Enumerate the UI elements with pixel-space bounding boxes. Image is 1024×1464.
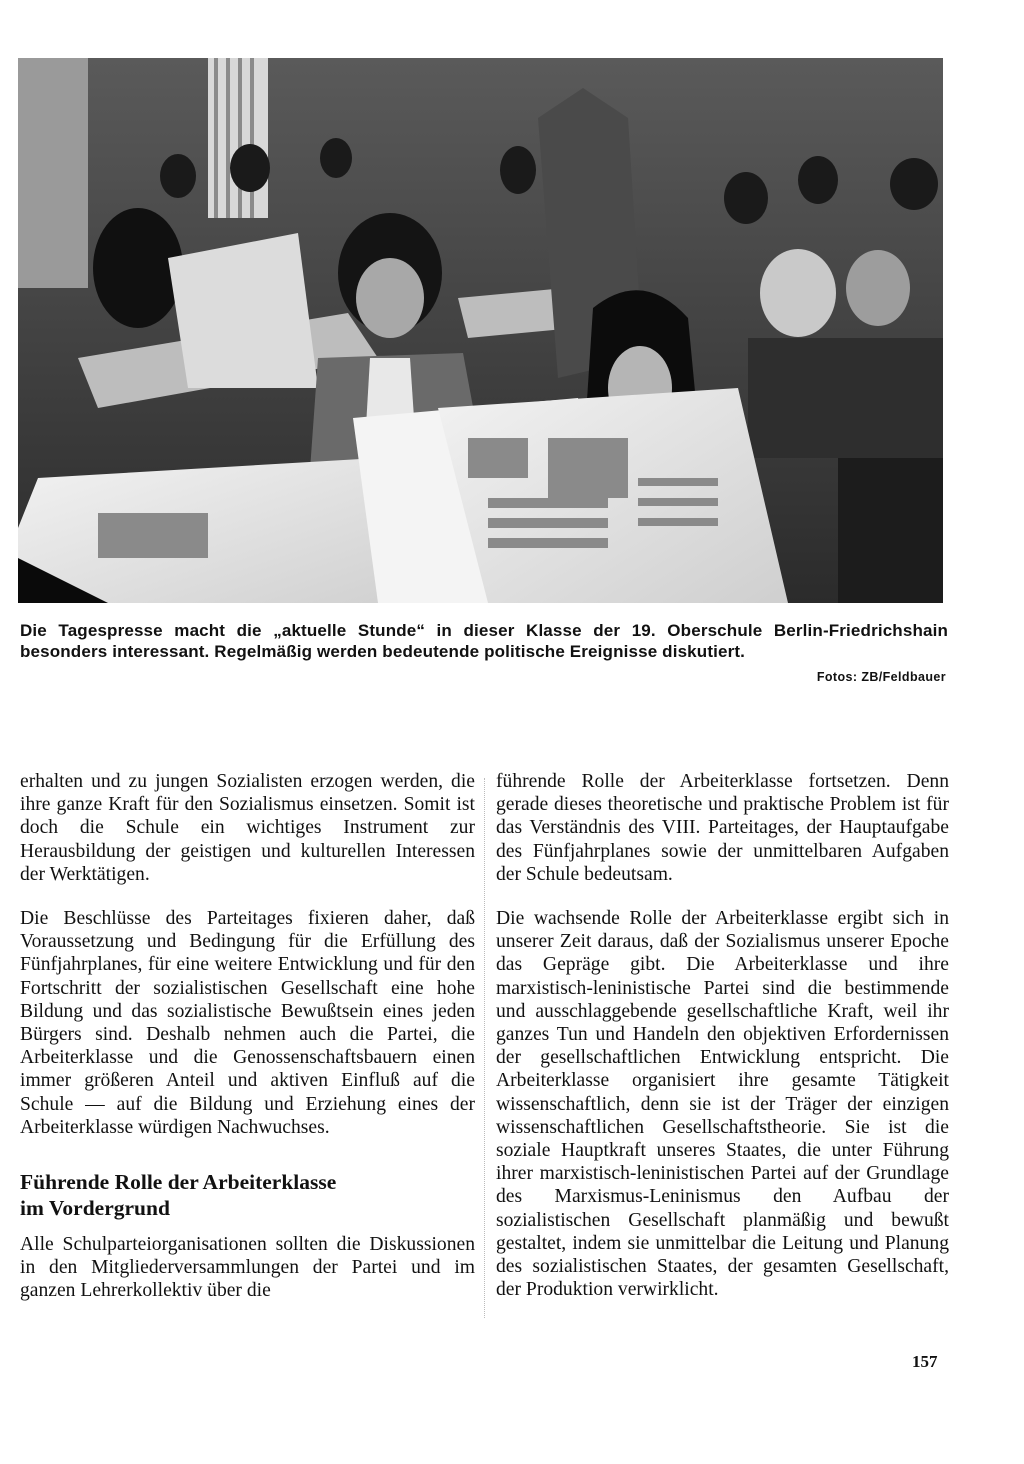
left-paragraph-3: Alle Schulparteiorganisationen sollten die Diskussionen in den Mitgliederversammlungen der Partei und im ganzen Lehrerkollektiv über die (20, 1234, 475, 1302)
left-paragraph-1: erhalten und zu jungen Sozialisten erzogen werden, die ihre ganze Kraft für den Sozialismus einsetzen. Somit ist doch die Schule ein wichtiges Instrument zur Herausbildung der geistigen und kulturellen Interessen der Werktätigen. (20, 771, 475, 885)
classroom-photo (18, 58, 943, 603)
photo-caption: Die Tagespresse macht die „aktuelle Stunde“ in dieser Klasse der 19. Oberschule Berlin-Friedrichshain besonders interessant. Regelmäßig werden bedeutende politische Ereignisse diskutiert. (20, 621, 948, 661)
section-heading-line-2: im Vordergrund (20, 1196, 170, 1221)
right-paragraph-1: führende Rolle der Arbeiterklasse fortsetzen. Denn gerade dieses theoretische und praktische Problem ist für das Verständnis des VIII. Parteitages, der Hauptaufgabe des Fünfjahrplanes sowie der unmittelbaren Aufgaben der Schule bedeutsam. (496, 771, 949, 885)
section-heading (20, 1169, 475, 1221)
section-heading-line-1: Führende Rolle der Arbeiterklasse (20, 1170, 337, 1195)
page-number: 157 (912, 1352, 938, 1371)
right-column (496, 770, 949, 1322)
column-divider (484, 778, 485, 1318)
right-paragraph-2: Die wachsende Rolle der Arbeiterklasse ergibt sich in unserer Zeit daraus, daß der Sozialismus unserer Epoche das Gepräge gibt. Die Arbeiterklasse und ihre marxistisch-leninistische Partei sind die bestimmende und ausschlaggebende gesellschaftliche Kraft, weil ihr ganzes Tun und Handeln den objektiven Erfordernissen der gesellschaftlichen Entwicklung entspricht. Die Arbeiterklasse organisiert ihre gesamte Tätigkeit wissenschaftlich, denn sie ist der Träger der einzigen wissenschaftlichen Gesellschaftstheorie. Sie ist die soziale Hauptkraft unseres Staates, die unter Führung ihrer marxistisch-leninistischen Partei auf der Grundlage des Marxismus-Leninismus den Aufbau der sozialistischen Gesellschaft planmäßig und bewußt gestaltet, indem sie unmittelbar die Leitung und Planung des sozialistischen Staates, der gesamten Gesellschaft, der Produktion verwirklicht. (496, 908, 949, 1301)
left-column (20, 770, 475, 1324)
photo-credit: Fotos: ZB/Feldbauer (816, 670, 946, 684)
classroom-photo-drawing (18, 58, 943, 603)
left-paragraph-2: Die Beschlüsse des Parteitages fixieren daher, daß Voraussetzung und Bedingung für die Erfüllung des Fünfjahrplanes, für eine weitere Entwicklung und für den Fortschritt der sozialistischen Gesellschaft eine hohe Bildung und das sozialistische Bewußtsein eines jeden Bürgers sind. Deshalb nehmen auch die Partei, die Arbeiterklasse und die Genossenschaftsbauern einen immer größeren Anteil und aktiven Einfluß auf die Schule — auf die Bildung und Erziehung eines der Arbeiterklasse würdigen Nachwuchses. (20, 908, 475, 1138)
